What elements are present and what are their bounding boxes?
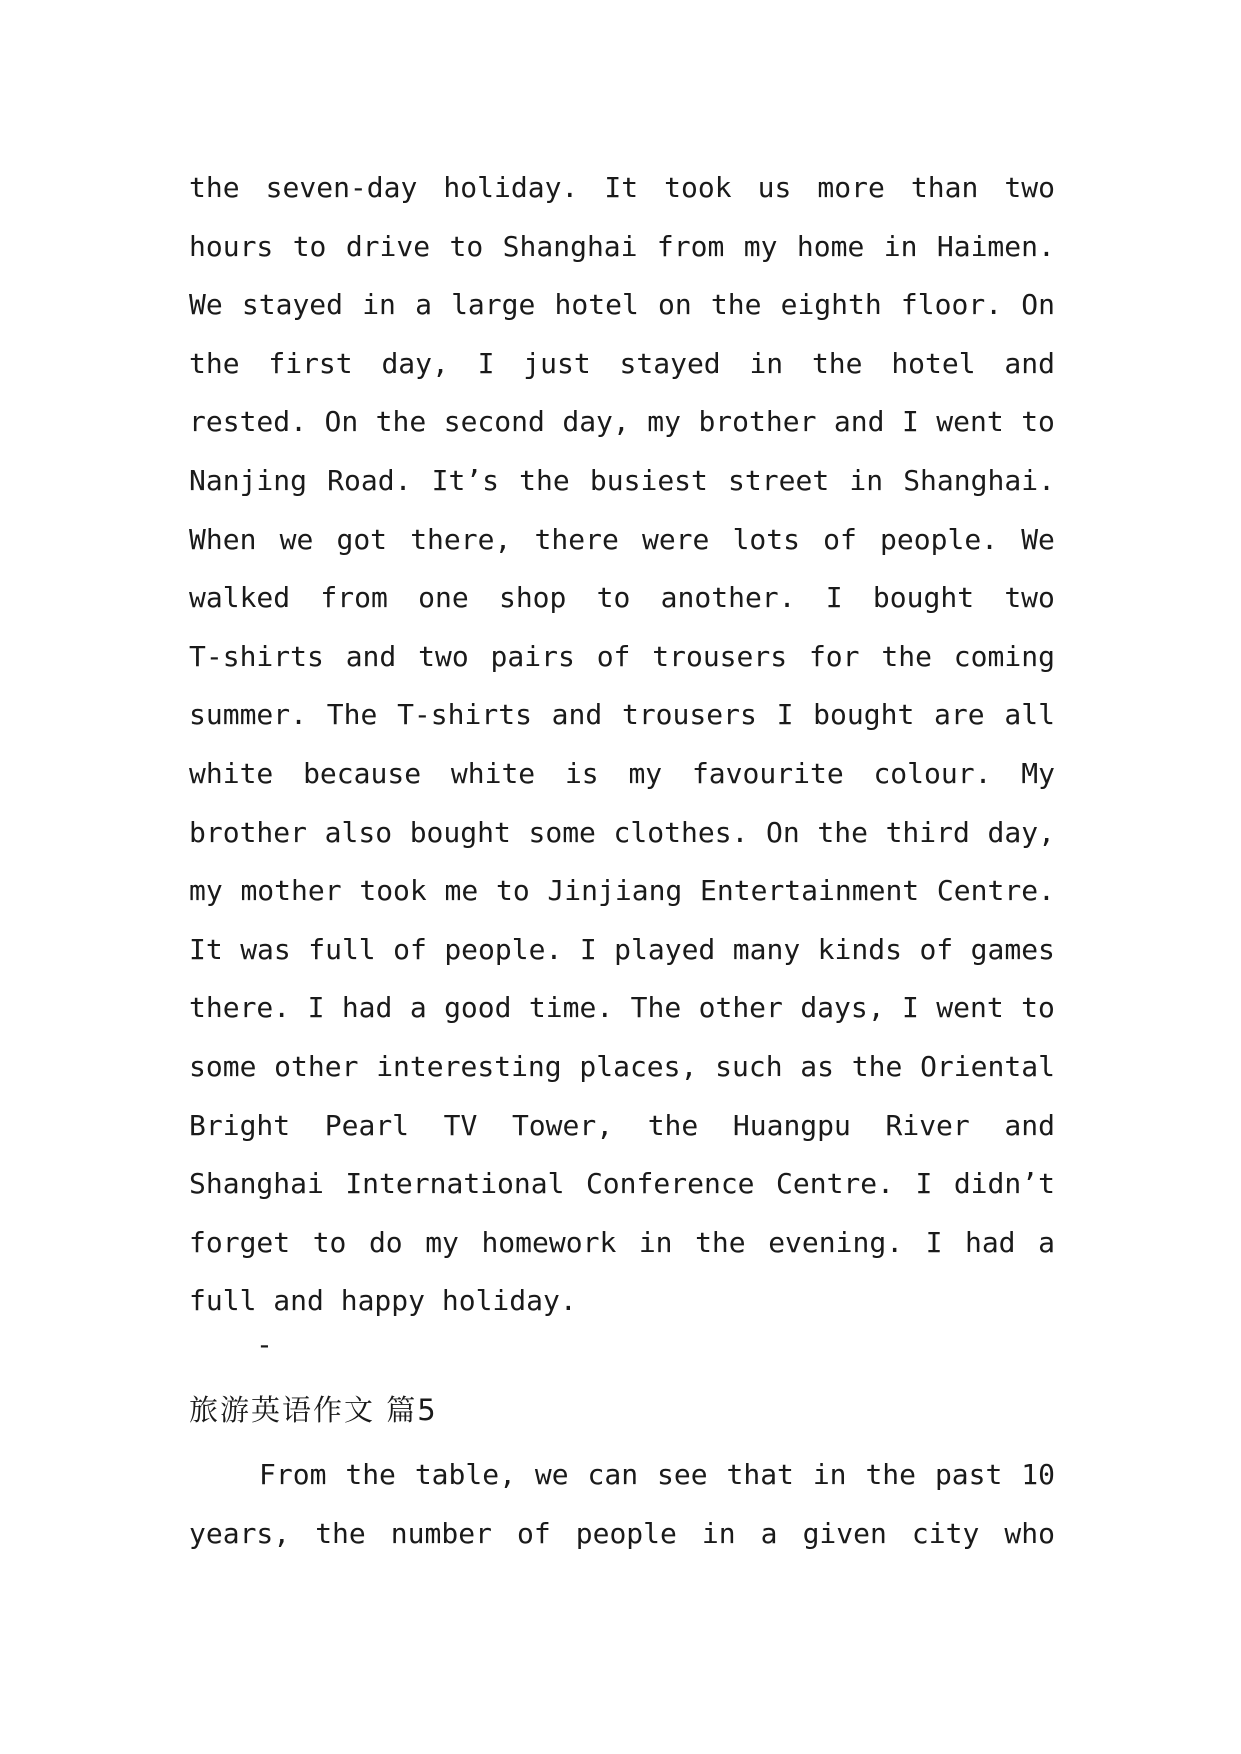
word: mother bbox=[240, 874, 342, 908]
word: one bbox=[418, 581, 469, 615]
word: to bbox=[495, 874, 530, 908]
word: River bbox=[885, 1108, 970, 1142]
word: Shanghai bbox=[502, 229, 638, 263]
word: some bbox=[189, 1049, 257, 1083]
word: We bbox=[1021, 522, 1055, 556]
word: just bbox=[523, 346, 591, 380]
word: bought bbox=[409, 815, 511, 849]
word: my bbox=[628, 756, 663, 790]
text-line bbox=[189, 921, 1055, 980]
word: two bbox=[1004, 581, 1055, 615]
word: also bbox=[324, 815, 393, 849]
word: my bbox=[647, 405, 681, 439]
word: homework bbox=[481, 1225, 617, 1259]
word: Nanjing bbox=[189, 463, 308, 497]
word: the bbox=[851, 1049, 903, 1083]
word: who bbox=[1004, 1516, 1055, 1550]
word: 10 bbox=[1021, 1458, 1055, 1491]
word: white bbox=[189, 756, 274, 790]
word: than bbox=[910, 171, 979, 204]
word: stayed bbox=[619, 346, 721, 380]
word: to bbox=[1021, 405, 1055, 439]
word: the bbox=[519, 463, 570, 497]
word: Conference bbox=[585, 1167, 755, 1201]
text-line-last: full and happy holiday. bbox=[189, 1284, 577, 1318]
text-line bbox=[189, 862, 1055, 921]
word: On bbox=[324, 405, 359, 439]
text-line bbox=[189, 628, 1055, 687]
word: and bbox=[1004, 346, 1055, 380]
word: from bbox=[320, 581, 388, 615]
word: It bbox=[604, 171, 639, 204]
word: the bbox=[811, 346, 863, 380]
word: given bbox=[802, 1516, 887, 1550]
word: years, bbox=[189, 1516, 291, 1550]
word: day, bbox=[987, 815, 1055, 849]
text-line bbox=[189, 804, 1055, 863]
word: in bbox=[812, 1458, 847, 1491]
word: two bbox=[418, 639, 469, 673]
word: full bbox=[308, 932, 376, 966]
word: second bbox=[443, 405, 545, 439]
word: drive bbox=[345, 229, 431, 263]
word: From bbox=[259, 1458, 327, 1491]
text-line bbox=[189, 686, 1055, 745]
word: didn’t bbox=[953, 1167, 1055, 1201]
word: forget bbox=[189, 1225, 291, 1259]
word: took bbox=[664, 171, 732, 204]
word: eighth bbox=[780, 288, 882, 322]
word: city bbox=[911, 1516, 980, 1550]
text-line bbox=[189, 218, 1055, 277]
word: Huangpu bbox=[732, 1108, 851, 1142]
word: the bbox=[345, 1458, 396, 1491]
word: When bbox=[189, 522, 257, 556]
text-line bbox=[189, 1097, 1055, 1156]
word: of bbox=[919, 932, 954, 966]
word: Jinjiang bbox=[547, 874, 683, 908]
word: of bbox=[596, 639, 631, 673]
word: for bbox=[808, 639, 860, 673]
word: us bbox=[757, 171, 792, 204]
word: a bbox=[760, 1516, 778, 1550]
word: days, bbox=[800, 991, 885, 1025]
word: I bbox=[579, 932, 597, 966]
word: It’s bbox=[431, 463, 500, 497]
word: walked bbox=[189, 581, 291, 615]
word: to bbox=[312, 1225, 347, 1259]
word: my bbox=[425, 1225, 459, 1259]
word: of bbox=[823, 522, 857, 556]
word: the bbox=[695, 1225, 746, 1259]
word: T-shirts bbox=[397, 698, 532, 732]
word: I bbox=[307, 991, 325, 1025]
word: seven-day bbox=[265, 171, 418, 204]
word: places, bbox=[579, 1049, 698, 1083]
word: a bbox=[1038, 1225, 1055, 1259]
word: Pearl bbox=[324, 1108, 410, 1142]
word: went bbox=[936, 991, 1004, 1025]
word: a bbox=[409, 991, 427, 1025]
word: T-shirts bbox=[189, 639, 324, 673]
text-line bbox=[189, 452, 1055, 511]
word: day, bbox=[562, 405, 630, 439]
word: street bbox=[728, 463, 830, 497]
word: do bbox=[368, 1225, 403, 1259]
word: we bbox=[279, 522, 314, 556]
word: table, bbox=[414, 1458, 516, 1491]
word: all bbox=[1004, 698, 1055, 732]
word: hotel bbox=[891, 346, 976, 380]
word: of bbox=[393, 932, 427, 966]
word: my bbox=[189, 874, 223, 908]
text-line bbox=[189, 511, 1055, 570]
word: clothes. bbox=[613, 815, 749, 849]
word: time. bbox=[528, 991, 614, 1025]
word: hotel bbox=[554, 288, 639, 322]
word: and bbox=[833, 405, 885, 439]
word: first bbox=[268, 346, 353, 380]
word: summer. bbox=[189, 698, 308, 732]
word: the bbox=[189, 171, 240, 204]
word: My bbox=[1021, 756, 1055, 790]
word: large bbox=[451, 288, 536, 322]
word: and bbox=[1004, 1108, 1055, 1142]
word: lots bbox=[732, 522, 800, 556]
word: had bbox=[341, 991, 393, 1025]
word: to bbox=[292, 229, 327, 263]
word: TV bbox=[443, 1108, 478, 1142]
section-heading: 旅游英语作文 篇5 bbox=[189, 1393, 438, 1427]
word: past bbox=[934, 1458, 1003, 1491]
word: was bbox=[240, 932, 291, 966]
word: Centre. bbox=[776, 1167, 895, 1201]
text-line bbox=[189, 1214, 1055, 1273]
word: shop bbox=[498, 581, 567, 615]
word: I bbox=[776, 698, 794, 732]
word: The bbox=[630, 991, 682, 1025]
word: there, bbox=[410, 522, 512, 556]
text-line bbox=[189, 1155, 1055, 1214]
word: The bbox=[326, 698, 378, 732]
word: We bbox=[189, 288, 223, 322]
text-line bbox=[189, 1505, 1055, 1564]
word: we bbox=[534, 1458, 569, 1491]
word: day, bbox=[381, 346, 449, 380]
word: interesting bbox=[376, 1049, 562, 1083]
text-line bbox=[189, 393, 1055, 452]
word: is bbox=[564, 756, 599, 790]
word: other bbox=[274, 1049, 359, 1083]
word: brother bbox=[698, 405, 817, 439]
word: in bbox=[883, 229, 918, 263]
word: I bbox=[825, 581, 843, 615]
word: such bbox=[715, 1049, 783, 1083]
word: games bbox=[970, 932, 1055, 966]
word: to bbox=[449, 229, 484, 263]
word: there. bbox=[189, 991, 291, 1025]
word: Haimen. bbox=[936, 229, 1055, 263]
word: Shanghai. bbox=[903, 463, 1055, 497]
word: the bbox=[881, 639, 932, 673]
word: It bbox=[189, 932, 223, 966]
word: hours bbox=[189, 229, 274, 263]
word: bought bbox=[872, 581, 975, 615]
word: in bbox=[362, 288, 396, 322]
text-line bbox=[189, 979, 1055, 1038]
word: the bbox=[710, 288, 762, 322]
paragraph-2 bbox=[189, 1446, 1055, 1563]
word: on bbox=[657, 288, 692, 322]
word: third bbox=[885, 815, 970, 849]
word: favourite bbox=[691, 756, 844, 790]
word: Bright bbox=[189, 1108, 291, 1142]
text-line bbox=[189, 159, 1055, 218]
word: as bbox=[800, 1049, 835, 1083]
word: On bbox=[766, 815, 800, 849]
word: in bbox=[849, 463, 884, 497]
word: had bbox=[964, 1225, 1016, 1259]
word: On bbox=[1021, 288, 1055, 322]
word: in bbox=[638, 1225, 673, 1259]
word: I bbox=[915, 1167, 933, 1201]
word: to bbox=[596, 581, 631, 615]
word: are bbox=[934, 698, 985, 732]
word: good bbox=[444, 991, 512, 1025]
word: floor. bbox=[900, 288, 1003, 322]
word: brother bbox=[189, 815, 308, 849]
word: went bbox=[936, 405, 1004, 439]
word: Oriental bbox=[920, 1049, 1055, 1083]
word: Centre. bbox=[936, 874, 1055, 908]
word: Tower, bbox=[511, 1108, 614, 1142]
word: were bbox=[641, 522, 710, 556]
word: from bbox=[656, 229, 725, 263]
word: trousers bbox=[621, 698, 757, 732]
text-line-indented bbox=[189, 1446, 1055, 1505]
word: in bbox=[701, 1516, 736, 1550]
word: more bbox=[817, 171, 885, 204]
word: trousers bbox=[652, 639, 788, 673]
word: my bbox=[743, 229, 778, 263]
word: holiday. bbox=[443, 171, 579, 204]
word: me bbox=[444, 874, 479, 908]
word: can bbox=[587, 1458, 639, 1491]
word: a bbox=[415, 288, 432, 322]
word: other bbox=[698, 991, 783, 1025]
word: some bbox=[528, 815, 596, 849]
word: that bbox=[726, 1458, 794, 1491]
word: evening. bbox=[768, 1225, 904, 1259]
word: Road. bbox=[327, 463, 412, 497]
word: and bbox=[551, 698, 603, 732]
word: I bbox=[925, 1225, 943, 1259]
word: in bbox=[749, 346, 784, 380]
text-line bbox=[189, 1038, 1055, 1097]
word: I bbox=[902, 991, 919, 1025]
word: two bbox=[1004, 171, 1055, 204]
word: kinds bbox=[817, 932, 902, 966]
word: people bbox=[575, 1516, 677, 1550]
word: people. bbox=[880, 522, 999, 556]
word: number bbox=[390, 1516, 492, 1550]
word: took bbox=[359, 874, 427, 908]
word: pairs bbox=[490, 639, 575, 673]
word: International bbox=[345, 1167, 565, 1201]
text-line bbox=[189, 276, 1055, 335]
word: Entertainment bbox=[700, 874, 920, 908]
word: many bbox=[732, 932, 801, 966]
word: bought bbox=[813, 698, 915, 732]
word: see bbox=[657, 1458, 708, 1491]
word: the bbox=[865, 1458, 917, 1491]
word: got bbox=[336, 522, 388, 556]
word: played bbox=[614, 932, 716, 966]
word: rested. bbox=[189, 405, 308, 439]
word: there bbox=[534, 522, 619, 556]
text-line bbox=[189, 569, 1055, 628]
text-line bbox=[189, 335, 1055, 394]
word: of bbox=[516, 1516, 551, 1550]
word: another. bbox=[660, 581, 796, 615]
word: the bbox=[375, 405, 427, 439]
separator-dash: - bbox=[256, 1328, 273, 1361]
word: busiest bbox=[589, 463, 708, 497]
word: and bbox=[345, 639, 397, 673]
word: white bbox=[450, 756, 536, 790]
word: Shanghai bbox=[189, 1167, 324, 1201]
word: coming bbox=[953, 639, 1055, 673]
paragraph-1 bbox=[189, 159, 1055, 1331]
word: home bbox=[796, 229, 865, 263]
word: the bbox=[189, 346, 240, 380]
word: because bbox=[303, 756, 422, 790]
word: the bbox=[647, 1108, 699, 1142]
text-line bbox=[189, 745, 1055, 804]
word: the bbox=[315, 1516, 366, 1550]
word: to bbox=[1021, 991, 1055, 1025]
word: stayed bbox=[241, 288, 344, 322]
word: colour. bbox=[873, 756, 992, 790]
word: I bbox=[901, 405, 919, 439]
word: people. bbox=[444, 932, 563, 966]
word: I bbox=[477, 346, 495, 380]
word: the bbox=[817, 815, 868, 849]
